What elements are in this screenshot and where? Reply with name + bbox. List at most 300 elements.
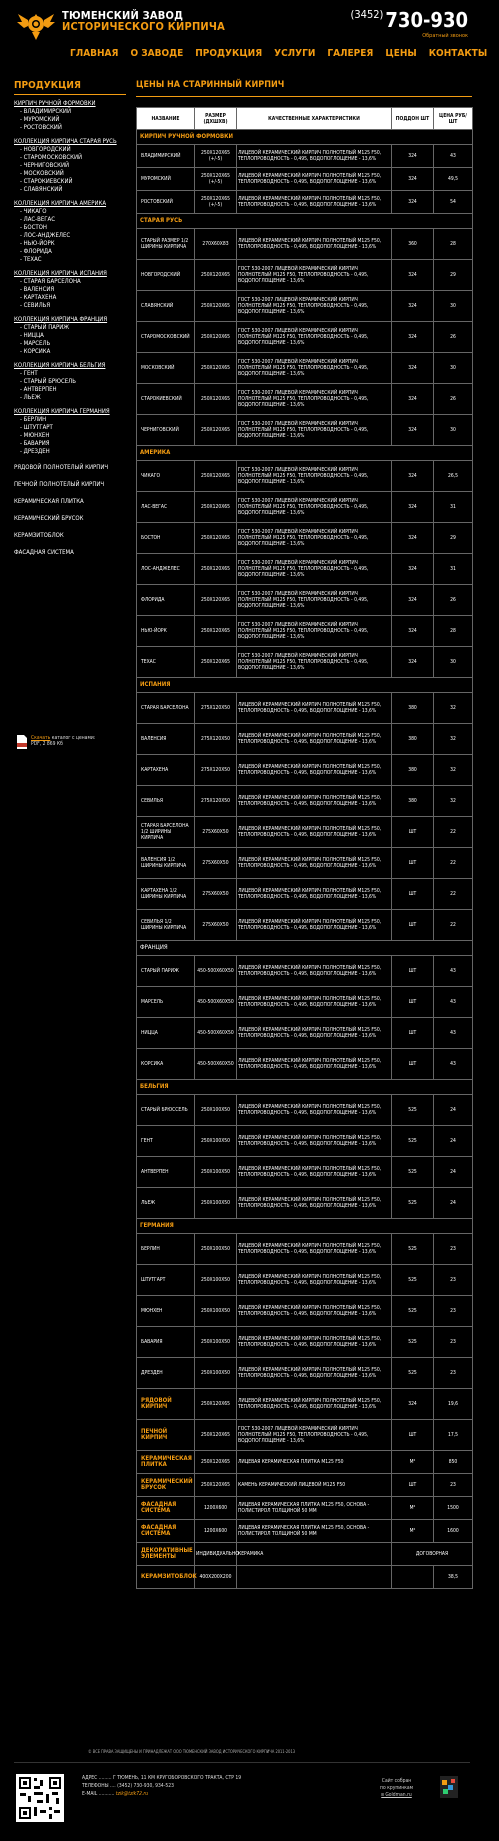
- cell-specs: ГОСТ 530-2007 ЛИЦЕВОЙ КЕРАМИЧЕСКИЙ КИРПИЧ ПОЛНОТЕЛЫЙ М125 F50, ТЕПЛОПРОВОДНОСТЬ - 0,495, ВОДОПОГЛОЩЕНИЕ - 13,6%: [237, 523, 392, 554]
- cell-name: МУРОМСКИЙ: [137, 168, 195, 191]
- qr-code-icon: [16, 1774, 64, 1822]
- sidebar-item-link[interactable]: - СТАРАЯ БАРСЕЛОНА: [20, 278, 81, 285]
- cell-price: ДОГОВОРНАЯ: [392, 1543, 473, 1566]
- cell-size: 250Х100Х50: [195, 1265, 237, 1296]
- table-row: [137, 1188, 473, 1219]
- nav-gallery[interactable]: ГАЛЕРЕЯ: [327, 48, 374, 59]
- table-section-row: [137, 446, 473, 461]
- cell-specs: ЛИЦЕВОЙ КЕРАМИЧЕСКИЙ КИРПИЧ ПОЛНОТЕЛЫЙ М125 F50, ТЕПЛОПРОВОДНОСТЬ - 0,495, ВОДОПОГЛОЩЕНИЕ - 13,6%: [237, 1049, 392, 1080]
- pdf-file-icon[interactable]: [16, 735, 28, 749]
- main-nav: [70, 48, 499, 59]
- cell-specs: ЛИЦЕВОЙ КЕРАМИЧЕСКИЙ КИРПИЧ ПОЛНОТЕЛЫЙ М125 F50, ТЕПЛОПРОВОДНОСТЬ - 0,495, ВОДОПОГЛОЩЕНИЕ - 13,6%: [237, 1296, 392, 1327]
- sidebar-category-link[interactable]: ПЕЧНОЙ ПОЛНОТЕЛЫЙ КИРПИЧ: [14, 481, 105, 488]
- cell-specs: ЛИЦЕВОЙ КЕРАМИЧЕСКИЙ КИРПИЧ ПОЛНОТЕЛЫЙ М125 F50, ТЕПЛОПРОВОДНОСТЬ - 0,495, ВОДОПОГЛОЩЕНИЕ - 13,6%: [237, 1188, 392, 1219]
- cell-pallet: 324: [392, 353, 434, 384]
- cell-specs: ЛИЦЕВОЙ КЕРАМИЧЕСКИЙ КИРПИЧ ПОЛНОТЕЛЫЙ М125 F50, ТЕПЛОПРОВОДНОСТЬ - 0,495, ВОДОПОГЛОЩЕНИЕ - 13,6%: [237, 1358, 392, 1389]
- cell-name: СЕВИЛЬЯ 1/2 ШИРИНЫ КИРПИЧА: [137, 910, 195, 941]
- cell-size: 275Х60Х50: [195, 848, 237, 879]
- dev-link[interactable]: в Goldman.ru: [381, 1792, 412, 1798]
- cell-price: 26: [434, 322, 473, 353]
- sidebar-item-link[interactable]: - КАРТАХЕНА: [20, 294, 57, 301]
- cell-specs: ЛИЦЕВОЙ КЕРАМИЧЕСКИЙ КИРПИЧ ПОЛНОТЕЛЫЙ М125 F50, ТЕПЛОПРОВОДНОСТЬ - 0,495, ВОДОПОГЛОЩЕНИЕ - 13,6%: [237, 848, 392, 879]
- cell-name: СТАРОМОСКОВСКИЙ: [137, 322, 195, 353]
- cell-specs: ЛИЦЕВОЙ КЕРАМИЧЕСКИЙ КИРПИЧ ПОЛНОТЕЛЫЙ М125 F50, ТЕПЛОПРОВОДНОСТЬ - 0,495, ВОДОПОГЛОЩЕНИЕ - 13,6%: [237, 145, 392, 168]
- cell-size: 450-500Х60Х50: [195, 956, 237, 987]
- col-header-name: НАЗВАНИЕ: [137, 108, 195, 130]
- cell-specs: ГОСТ 530-2007 ЛИЦЕВОЙ КЕРАМИЧЕСКИЙ КИРПИЧ ПОЛНОТЕЛЫЙ М125 F50, ТЕПЛОПРОВОДНОСТЬ - 0,495, ВОДОПОГЛОЩЕНИЕ - 13,6%: [237, 585, 392, 616]
- cell-pallet: 380: [392, 724, 434, 755]
- cell-pallet: 380: [392, 693, 434, 724]
- sidebar-group-link[interactable]: КИРПИЧ РУЧНОЙ ФОРМОВКИ: [14, 100, 96, 107]
- table-row: [137, 492, 473, 523]
- table-row: [137, 554, 473, 585]
- cell-size: 250Х100Х50: [195, 1358, 237, 1389]
- cell-name: МАРСЕЛЬ: [137, 987, 195, 1018]
- cell-name: КАРТАХЕНА 1/2 ШИРИНЫ КИРПИЧА: [137, 879, 195, 910]
- nav-home[interactable]: ГЛАВНАЯ: [70, 48, 119, 59]
- cell-price: 23: [434, 1358, 473, 1389]
- cell-name: ВЛАДИМИРСКИЙ: [137, 145, 195, 168]
- cell-pallet: 525: [392, 1188, 434, 1219]
- dev-line1: Сайт собран: [381, 1778, 412, 1784]
- cell-name: СТАРОКИЕВСКИЙ: [137, 384, 195, 415]
- cell-name: БОСТОН: [137, 523, 195, 554]
- cell-size: 250Х100Х50: [195, 1095, 237, 1126]
- main-content: [136, 80, 472, 1589]
- sidebar-group-link[interactable]: КОЛЛЕКЦИЯ КИРПИЧА БЕЛЬГИЯ: [14, 362, 106, 369]
- cell-size: 250Х120Х65: [195, 585, 237, 616]
- table-row: [137, 848, 473, 879]
- sidebar-group: [14, 270, 126, 310]
- table-row: [137, 1474, 473, 1497]
- table-section-row: [137, 1219, 473, 1234]
- page-title: ЦЕНЫ НА СТАРИННЫЙ КИРПИЧ: [136, 80, 285, 90]
- sidebar-group-link[interactable]: КОЛЛЕКЦИЯ КИРПИЧА АМЕРИКА: [14, 200, 107, 207]
- table-row: [137, 1265, 473, 1296]
- sidebar-item-link[interactable]: - ДРЕЗДЕН: [20, 448, 50, 455]
- cell-price: 26,5: [434, 461, 473, 492]
- table-row: [137, 260, 473, 291]
- cell-name: НИЦЦА: [137, 1018, 195, 1049]
- cell-specs: КЕРАМИКА: [237, 1543, 392, 1566]
- sidebar-item-link[interactable]: - КОРСИКА: [20, 348, 51, 355]
- cell-pallet: 324: [392, 585, 434, 616]
- table-row: [137, 1451, 473, 1474]
- cell-pallet: [392, 1566, 434, 1589]
- cell-specs: ЛИЦЕВОЙ КЕРАМИЧЕСКИЙ КИРПИЧ ПОЛНОТЕЛЫЙ М125 F50, ТЕПЛОПРОВОДНОСТЬ - 0,495, ВОДОПОГЛОЩЕНИЕ - 13,6%: [237, 910, 392, 941]
- cell-price: 38,5: [434, 1566, 473, 1589]
- pdf-text: [31, 735, 95, 747]
- sidebar-group-link[interactable]: КОЛЛЕКЦИЯ КИРПИЧА ИСПАНИЯ: [14, 270, 107, 277]
- cell-pallet: 324: [392, 461, 434, 492]
- table-row: [137, 616, 473, 647]
- cell-specs: ЛИЦЕВОЙ КЕРАМИЧЕСКИЙ КИРПИЧ ПОЛНОТЕЛЫЙ М125 F50, ТЕПЛОПРОВОДНОСТЬ - 0,495, ВОДОПОГЛОЩЕНИЕ - 13,6%: [237, 879, 392, 910]
- col-header-pallet: ПОДДОН ШТ: [392, 108, 434, 130]
- cell-name: ФАСАДНАЯ СИСТЕМА: [137, 1520, 195, 1543]
- cell-specs: ЛИЦЕВОЙ КЕРАМИЧЕСКИЙ КИРПИЧ ПОЛНОТЕЛЫЙ М125 F50, ТЕПЛОПРОВОДНОСТЬ - 0,495, ВОДОПОГЛОЩЕНИЕ - 13,6%: [237, 724, 392, 755]
- cell-pallet: ШТ: [392, 1474, 434, 1497]
- nav-about[interactable]: О ЗАВОДЕ: [130, 48, 184, 59]
- cell-name: КЕРАМЗИТОБЛОК: [137, 1566, 195, 1589]
- cell-specs: ГОСТ 530-2007 ЛИЦЕВОЙ КЕРАМИЧЕСКИЙ КИРПИЧ ПОЛНОТЕЛЫЙ М125 F50, ТЕПЛОПРОВОДНОСТЬ - 0,495, ВОДОПОГЛОЩЕНИЕ - 13,6%: [237, 492, 392, 523]
- cell-price: 32: [434, 724, 473, 755]
- cell-specs: ГОСТ 530-2007 ЛИЦЕВОЙ КЕРАМИЧЕСКИЙ КИРПИЧ ПОЛНОТЕЛЫЙ М125 F50, ТЕПЛОПРОВОДНОСТЬ - 0,495, ВОДОПОГЛОЩЕНИЕ - 13,6%: [237, 647, 392, 678]
- cell-price: 49,5: [434, 168, 473, 191]
- cell-name: ДЕКОРАТИВНЫЕ ЭЛЕМЕНТЫ: [137, 1543, 195, 1566]
- sidebar-title: ПРОДУКЦИЯ: [14, 80, 81, 91]
- sidebar-group: [14, 408, 126, 456]
- table-row: [137, 415, 473, 446]
- cell-size: 250Х100Х50: [195, 1296, 237, 1327]
- cell-price: 23: [434, 1265, 473, 1296]
- cell-size: 250Х120Х65: [195, 291, 237, 322]
- cell-pallet: 525: [392, 1265, 434, 1296]
- cell-size: 1200Х600: [195, 1520, 237, 1543]
- callback-link[interactable]: Обратный звонок: [422, 33, 468, 39]
- sidebar-item-link[interactable]: - ЛЬЕЖ: [20, 394, 41, 401]
- cell-price: 43: [434, 1049, 473, 1080]
- cell-price: 30: [434, 647, 473, 678]
- cell-pallet: 360: [392, 229, 434, 260]
- cell-price: 29: [434, 523, 473, 554]
- cell-pallet: 324: [392, 291, 434, 322]
- cell-name: ЛОС-АНДЖЕЛЕС: [137, 554, 195, 585]
- sidebar-category-link[interactable]: КЕРАМИЧЕСКАЯ ПЛИТКА: [14, 498, 84, 505]
- cell-name: СТАРЫЙ ПАРИЖ: [137, 956, 195, 987]
- nav-services[interactable]: УСЛУГИ: [274, 48, 316, 59]
- cell-name: ФЛОРИДА: [137, 585, 195, 616]
- table-row: [137, 229, 473, 260]
- col-header-size: РАЗМЕР (ДХШХВ): [195, 108, 237, 130]
- sidebar-item-link[interactable]: - СТАРОМОСКОВСКИЙ: [20, 154, 83, 161]
- cell-price: 31: [434, 492, 473, 523]
- cell-size: 275Х120Х50: [195, 724, 237, 755]
- section-title: БЕЛЬГИЯ: [137, 1080, 473, 1095]
- table-section-row: [137, 678, 473, 693]
- table-row: [137, 755, 473, 786]
- cell-specs: ЛИЦЕВОЙ КЕРАМИЧЕСКИЙ КИРПИЧ ПОЛНОТЕЛЫЙ М125 F50, ТЕПЛОПРОВОДНОСТЬ - 0,495, ВОДОПОГЛОЩЕНИЕ - 13,6%: [237, 1157, 392, 1188]
- sidebar-group-link[interactable]: КОЛЛЕКЦИЯ КИРПИЧА СТАРАЯ РУСЬ: [14, 138, 117, 145]
- cell-size: 250Х120Х65 (+/-5): [195, 191, 237, 214]
- cell-name: СТАРАЯ БАРСЕЛОНА 1/2 ШИРИНЫ КИРПИЧА: [137, 817, 195, 848]
- cell-size: 275Х60Х50: [195, 817, 237, 848]
- cell-pallet: ШТ: [392, 879, 434, 910]
- cell-price: 24: [434, 1095, 473, 1126]
- cell-pallet: 324: [392, 523, 434, 554]
- table-row: [137, 291, 473, 322]
- cell-specs: ЛИЦЕВАЯ КЕРАМИЧЕСКАЯ ПЛИТКА М125 F50, ОСНОВА - ПОЛИСТИРОЛ ТОЛЩИНОЙ 50 ММ: [237, 1497, 392, 1520]
- cell-size: 275Х120Х50: [195, 755, 237, 786]
- eagle-emblem-icon[interactable]: [16, 6, 56, 42]
- sidebar-item-link[interactable]: - БАВАРИЯ: [20, 440, 50, 447]
- sidebar-category-link[interactable]: КЕРАМЗИТОБЛОК: [14, 532, 64, 539]
- table-row: [137, 1520, 473, 1543]
- cell-size: 250Х120Х65: [195, 616, 237, 647]
- cell-name: КЕРАМИЧЕСКИЙ БРУСОК: [137, 1474, 195, 1497]
- cell-size: ИНДИВИДУАЛЬНО: [195, 1543, 237, 1566]
- cell-price: 31: [434, 554, 473, 585]
- sidebar-item-link[interactable]: - НОВГОРОДСКИЙ: [20, 146, 71, 153]
- cell-price: 54: [434, 191, 473, 214]
- sidebar-group: [14, 362, 126, 402]
- cell-price: 29: [434, 260, 473, 291]
- cell-price: 23: [434, 1296, 473, 1327]
- sidebar-item-link[interactable]: - ВЛАДИМИРСКИЙ: [20, 108, 71, 115]
- sidebar-item-link[interactable]: - МОСКОВСКИЙ: [20, 170, 64, 177]
- sidebar-group-link[interactable]: КОЛЛЕКЦИЯ КИРПИЧА ГЕРМАНИЯ: [14, 408, 110, 415]
- cell-size: 450-500Х60Х50: [195, 1049, 237, 1080]
- sidebar-category-link[interactable]: ФАСАДНАЯ СИСТЕМА: [14, 549, 74, 556]
- cell-pallet: ШТ: [392, 910, 434, 941]
- cell-specs: ЛИЦЕВОЙ КЕРАМИЧЕСКИЙ КИРПИЧ ПОЛНОТЕЛЫЙ М125 F50, ТЕПЛОПРОВОДНОСТЬ - 0,495, ВОДОПОГЛОЩЕНИЕ - 13,6%: [237, 817, 392, 848]
- cell-size: 450-500Х60Х50: [195, 1018, 237, 1049]
- table-row: [137, 585, 473, 616]
- sidebar-group-link[interactable]: КОЛЛЕКЦИЯ КИРПИЧА ФРАНЦИЯ: [14, 316, 108, 323]
- sidebar-item-link[interactable]: - ЧЕРНИГОВСКИЙ: [20, 162, 70, 169]
- phone-block: [351, 8, 469, 39]
- cell-name: ЛАС-ВЕГАС: [137, 492, 195, 523]
- cell-price: 23: [434, 1234, 473, 1265]
- cell-name: РЯДОВОЙ КИРПИЧ: [137, 1389, 195, 1420]
- sidebar-item-link[interactable]: - СТАРЫЙ ПАРИЖ: [20, 324, 70, 331]
- pdf-download-link[interactable]: Скачать: [31, 735, 51, 741]
- sidebar-item-link[interactable]: - НЬЮ-ЙОРК: [20, 240, 55, 247]
- cell-size: 250Х120Х65: [195, 523, 237, 554]
- developer-logo-icon[interactable]: [440, 1776, 458, 1798]
- cell-price: 23: [434, 1474, 473, 1497]
- footer-divider: [14, 1762, 470, 1763]
- cell-price: 22: [434, 848, 473, 879]
- cell-specs: ГОСТ 530-2007 ЛИЦЕВОЙ КЕРАМИЧЕСКИЙ КИРПИЧ ПОЛНОТЕЛЫЙ М125 F50, ТЕПЛОПРОВОДНОСТЬ - 0,495, ВОДОПОГЛОЩЕНИЕ - 13,6%: [237, 291, 392, 322]
- nav-prices[interactable]: ЦЕНЫ: [385, 48, 417, 59]
- table-row: [137, 817, 473, 848]
- sidebar-item-link[interactable]: - БОСТОН: [20, 224, 47, 231]
- copyright: © ВСЕ ПРАВА ЗАЩИЩЕНЫ И ПРИНАДЛЕЖАТ ООО ТЮМЕНСКИЙ ЗАВОД ИСТОРИЧЕСКОГО КИРПИЧА 2011-2013: [88, 1749, 296, 1754]
- cell-pallet: 324: [392, 616, 434, 647]
- cell-pallet: 525: [392, 1126, 434, 1157]
- table-header-row: [137, 108, 473, 130]
- cell-specs: ЛИЦЕВОЙ КЕРАМИЧЕСКИЙ КИРПИЧ ПОЛНОТЕЛЫЙ М125 F50, ТЕПЛОПРОВОДНОСТЬ - 0,495, ВОДОПОГЛОЩЕНИЕ - 13,6%: [237, 229, 392, 260]
- sidebar-item-link[interactable]: - ВАЛЕНСИЯ: [20, 286, 55, 293]
- cell-size: 400Х200Х200: [195, 1566, 237, 1589]
- cell-pallet: 380: [392, 755, 434, 786]
- cell-pallet: ШТ: [392, 987, 434, 1018]
- sidebar-item-link[interactable]: - ЛОС-АНДЖЕЛЕС: [20, 232, 71, 239]
- cell-price: 26: [434, 585, 473, 616]
- cell-name: КАРТАХЕНА: [137, 755, 195, 786]
- cell-specs: ЛИЦЕВАЯ КЕРАМИЧЕСКАЯ ПЛИТКА М125 F50, ОСНОВА - ПОЛИСТИРОЛ ТОЛЩИНОЙ 50 ММ: [237, 1520, 392, 1543]
- pdf-size: PDF, 2 869 Кб: [31, 741, 63, 747]
- cell-size: 250Х120Х65: [195, 415, 237, 446]
- cell-specs: ГОСТ 530-2007 ЛИЦЕВОЙ КЕРАМИЧЕСКИЙ КИРПИЧ ПОЛНОТЕЛЫЙ М125 F50, ТЕПЛОПРОВОДНОСТЬ - 0,495, ВОДОПОГЛОЩЕНИЕ - 13,6%: [237, 616, 392, 647]
- site-header: [0, 0, 488, 72]
- cell-size: 250Х120Х65: [195, 322, 237, 353]
- table-section-row: [137, 1080, 473, 1095]
- sidebar-item-link[interactable]: - ФЛОРИДА: [20, 248, 52, 255]
- table-row: [137, 1497, 473, 1520]
- cell-price: 30: [434, 353, 473, 384]
- pdf-label: каталог с ценами:: [50, 735, 96, 741]
- cell-specs: ЛИЦЕВОЙ КЕРАМИЧЕСКИЙ КИРПИЧ ПОЛНОТЕЛЫЙ М125 F50, ТЕПЛОПРОВОДНОСТЬ - 0,495, ВОДОПОГЛОЩЕНИЕ - 13,6%: [237, 1234, 392, 1265]
- table-row: [137, 1543, 473, 1566]
- sidebar-category-link[interactable]: РЯДОВОЙ ПОЛНОТЕЛЫЙ КИРПИЧ: [14, 464, 109, 471]
- cell-specs: ГОСТ 530-2007 ЛИЦЕВОЙ КЕРАМИЧЕСКИЙ КИРПИЧ ПОЛНОТЕЛЫЙ М125 F50, ТЕПЛОПРОВОДНОСТЬ - 0,495, ВОДОПОГЛОЩЕНИЕ - 13,6%: [237, 415, 392, 446]
- table-row: [137, 1327, 473, 1358]
- table-row: [137, 384, 473, 415]
- sidebar-category-link[interactable]: КЕРАМИЧЕСКИЙ БРУСОК: [14, 515, 84, 522]
- cell-price: 26: [434, 384, 473, 415]
- section-title: СТАРАЯ РУСЬ: [137, 214, 473, 229]
- cell-pallet: ШТ: [392, 848, 434, 879]
- cell-size: 275Х120Х50: [195, 693, 237, 724]
- cell-size: 250Х120Х65 (+/-5): [195, 168, 237, 191]
- sidebar-item-link[interactable]: - АНТВЕРПЕН: [20, 386, 57, 393]
- cell-specs: ЛИЦЕВОЙ КЕРАМИЧЕСКИЙ КИРПИЧ ПОЛНОТЕЛЫЙ М125 F50, ТЕПЛОПРОВОДНОСТЬ - 0,495, ВОДОПОГЛОЩЕНИЕ - 13,6%: [237, 1327, 392, 1358]
- cell-specs: [237, 1566, 392, 1589]
- cell-name: БАВАРИЯ: [137, 1327, 195, 1358]
- cell-specs: ЛИЦЕВОЙ КЕРАМИЧЕСКИЙ КИРПИЧ ПОЛНОТЕЛЫЙ М125 F50, ТЕПЛОПРОВОДНОСТЬ - 0,495, ВОДОПОГЛОЩЕНИЕ - 13,6%: [237, 956, 392, 987]
- table-section-row: [137, 941, 473, 956]
- nav-contacts[interactable]: КОНТАКТЫ: [428, 48, 488, 59]
- sidebar-group: [14, 200, 126, 264]
- cell-price: 22: [434, 910, 473, 941]
- sidebar-item-link[interactable]: - МУРОМСКИЙ: [20, 116, 60, 123]
- cell-name: СТАРЫЙ РАЗМЕР 1/2 ШИРИНЫ КИРПИЧА: [137, 229, 195, 260]
- cell-specs: ГОСТ 530-2007 ЛИЦЕВОЙ КЕРАМИЧЕСКИЙ КИРПИЧ ПОЛНОТЕЛЫЙ М125 F50, ТЕПЛОПРОВОДНОСТЬ - 0,495, ВОДОПОГЛОЩЕНИЕ - 13,6%: [237, 260, 392, 291]
- cell-specs: ЛИЦЕВОЙ КЕРАМИЧЕСКИЙ КИРПИЧ ПОЛНОТЕЛЫЙ М125 F50, ТЕПЛОПРОВОДНОСТЬ - 0,495, ВОДОПОГЛОЩЕНИЕ - 13,6%: [237, 755, 392, 786]
- sidebar-item-link[interactable]: - БЕРЛИН: [20, 416, 47, 423]
- sidebar-item-link[interactable]: - МЮНХЕН: [20, 432, 50, 439]
- cell-price: 43: [434, 1018, 473, 1049]
- footer-email-label: E-MAIL ...........: [82, 1791, 116, 1797]
- cell-price: 30: [434, 291, 473, 322]
- cell-pallet: ШТ: [392, 956, 434, 987]
- cell-name: ГЕНТ: [137, 1126, 195, 1157]
- cell-name: ФАСАДНАЯ СИСТЕМА: [137, 1497, 195, 1520]
- sidebar-singles: [14, 464, 126, 557]
- table-row: [137, 1420, 473, 1451]
- cell-size: 275Х60Х50: [195, 879, 237, 910]
- cell-pallet: ШТ: [392, 817, 434, 848]
- footer-address: АДРЕС ......... Г ТЮМЕНЬ, 11 КМ КРУГОБОРОВСКОГО ТРАКТА, СТР 19: [82, 1775, 242, 1781]
- cell-specs: ЛИЦЕВОЙ КЕРАМИЧЕСКИЙ КИРПИЧ ПОЛНОТЕЛЫЙ М125 F50, ТЕПЛОПРОВОДНОСТЬ - 0,495, ВОДОПОГЛОЩЕНИЕ - 13,6%: [237, 1018, 392, 1049]
- sidebar-item-link[interactable]: - ЧИКАГО: [20, 208, 47, 215]
- nav-products[interactable]: ПРОДУКЦИЯ: [195, 48, 263, 59]
- cell-pallet: 525: [392, 1095, 434, 1126]
- cell-name: РОСТОВСКИЙ: [137, 191, 195, 214]
- sidebar-item-link[interactable]: - СТАРЫЙ БРЮСЕЛЬ: [20, 378, 76, 385]
- cell-name: МОСКОВСКИЙ: [137, 353, 195, 384]
- table-row: [137, 322, 473, 353]
- sidebar-item-link[interactable]: - СЕВИЛЬЯ: [20, 302, 51, 309]
- sidebar-item-link[interactable]: - МАРСЕЛЬ: [20, 340, 51, 347]
- sidebar-group: [14, 316, 126, 356]
- sidebar-group: [14, 138, 126, 194]
- sidebar-item-link[interactable]: - СТАРОКИЕВСКИЙ: [20, 178, 73, 185]
- cell-pallet: 525: [392, 1234, 434, 1265]
- cell-price: 43: [434, 145, 473, 168]
- footer-email-link[interactable]: tzik@tzik72.ru: [115, 1791, 149, 1797]
- cell-name: НОВГОРОДСКИЙ: [137, 260, 195, 291]
- cell-price: 17,5: [434, 1420, 473, 1451]
- sidebar-item-link[interactable]: - ЛАС-ВЕГАС: [20, 216, 56, 223]
- cell-name: АНТВЕРПЕН: [137, 1157, 195, 1188]
- cell-name: ШТУТГАРТ: [137, 1265, 195, 1296]
- sidebar-item-link[interactable]: - ТЕХАС: [20, 256, 42, 263]
- phone-code: (3452): [350, 8, 384, 21]
- table-row: [137, 1566, 473, 1589]
- sidebar-item-link[interactable]: - РОСТОВСКИЙ: [20, 124, 62, 131]
- sidebar-group: [14, 100, 126, 132]
- cell-price: 23: [434, 1327, 473, 1358]
- table-section-row: [137, 130, 473, 145]
- cell-size: 250Х100Х50: [195, 1157, 237, 1188]
- cell-specs: ГОСТ 530-2007 ЛИЦЕВОЙ КЕРАМИЧЕСКИЙ КИРПИЧ ПОЛНОТЕЛЫЙ М125 F50, ТЕПЛОПРОВОДНОСТЬ - 0,495, ВОДОПОГЛОЩЕНИЕ - 13,6%: [237, 554, 392, 585]
- col-header-price: ЦЕНА РУБ/ШТ: [434, 108, 473, 130]
- table-row: [137, 353, 473, 384]
- cell-specs: ГОСТ 530-2007 ЛИЦЕВОЙ КЕРАМИЧЕСКИЙ КИРПИЧ ПОЛНОТЕЛЫЙ М125 F50, ТЕПЛОПРОВОДНОСТЬ - 0,495, ВОДОПОГЛОЩЕНИЕ - 13,6%: [237, 461, 392, 492]
- cell-size: 250Х120Х65: [195, 353, 237, 384]
- sidebar-divider: [14, 94, 126, 95]
- table-row: [137, 910, 473, 941]
- cell-price: 24: [434, 1157, 473, 1188]
- table-row: [137, 1358, 473, 1389]
- cell-pallet: 324: [392, 322, 434, 353]
- cell-name: СЛАВЯНСКИЙ: [137, 291, 195, 322]
- site-name-line1: ТЮМЕНСКИЙ ЗАВОД: [62, 9, 184, 22]
- cell-price: 28: [434, 616, 473, 647]
- sidebar-item-link[interactable]: - ГЕНТ: [20, 370, 38, 377]
- site-name[interactable]: [62, 10, 225, 32]
- cell-size: 1200Х600: [195, 1497, 237, 1520]
- cell-name: КОРСИКА: [137, 1049, 195, 1080]
- cell-pallet: ШТ: [392, 1049, 434, 1080]
- table-row: [137, 693, 473, 724]
- table-row: [137, 191, 473, 214]
- cell-specs: ЛИЦЕВОЙ КЕРАМИЧЕСКИЙ КИРПИЧ ПОЛНОТЕЛЫЙ М125 F50, ТЕПЛОПРОВОДНОСТЬ - 0,495, ВОДОПОГЛОЩЕНИЕ - 13,6%: [237, 1389, 392, 1420]
- cell-name: КЕРАМИЧЕСКАЯ ПЛИТКА: [137, 1451, 195, 1474]
- cell-size: 250Х100Х50: [195, 1327, 237, 1358]
- sidebar-item-link[interactable]: - ШТУТГАРТ: [20, 424, 53, 431]
- table-row: [137, 647, 473, 678]
- section-title: АМЕРИКА: [137, 446, 473, 461]
- cell-pallet: М²: [392, 1451, 434, 1474]
- cell-pallet: ШТ: [392, 1420, 434, 1451]
- table-row: [137, 1389, 473, 1420]
- section-title: ФРАНЦИЯ: [137, 941, 473, 956]
- cell-name: НЬЮ-ЙОРК: [137, 616, 195, 647]
- cell-size: 250Х100Х50: [195, 1188, 237, 1219]
- cell-name: БЕРЛИН: [137, 1234, 195, 1265]
- cell-pallet: 324: [392, 647, 434, 678]
- cell-price: 43: [434, 956, 473, 987]
- sidebar-item-link[interactable]: - СЛАВЯНСКИЙ: [20, 186, 63, 193]
- sidebar-item-link[interactable]: - НИЦЦА: [20, 332, 44, 339]
- cell-price: 22: [434, 817, 473, 848]
- price-table: [136, 107, 473, 1589]
- table-row: [137, 1049, 473, 1080]
- table-row: [137, 168, 473, 191]
- section-title: ГЕРМАНИЯ: [137, 1219, 473, 1234]
- cell-pallet: 324: [392, 554, 434, 585]
- cell-pallet: 324: [392, 1389, 434, 1420]
- cell-size: 275Х120Х50: [195, 786, 237, 817]
- site-footer: [0, 1749, 480, 1841]
- cell-specs: ЛИЦЕВОЙ КЕРАМИЧЕСКИЙ КИРПИЧ ПОЛНОТЕЛЫЙ М125 F50, ТЕПЛОПРОВОДНОСТЬ - 0,495, ВОДОПОГЛОЩЕНИЕ - 13,6%: [237, 168, 392, 191]
- section-title: КИРПИЧ РУЧНОЙ ФОРМОВКИ: [137, 130, 473, 145]
- cell-name: ТЕХАС: [137, 647, 195, 678]
- table-row: [137, 1234, 473, 1265]
